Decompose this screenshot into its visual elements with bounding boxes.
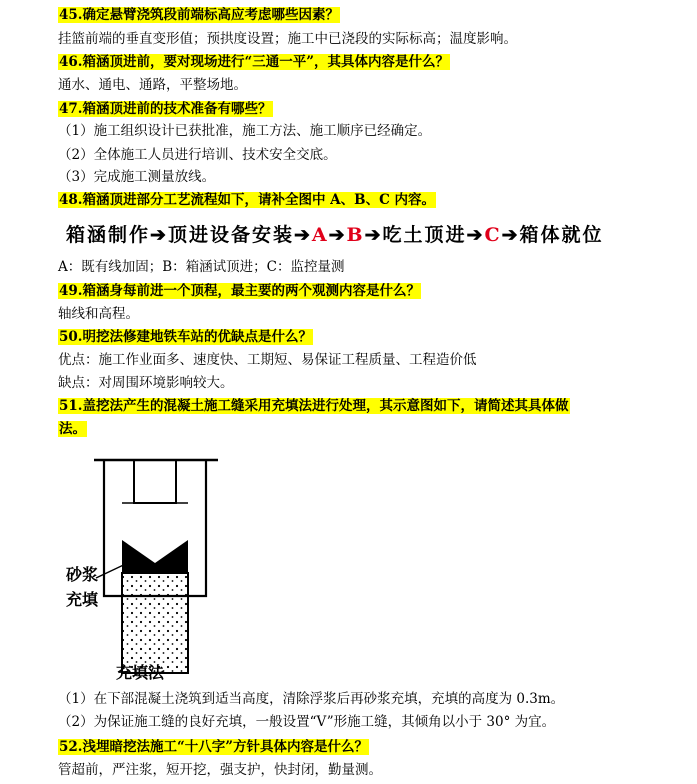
fill-method-diagram (58, 448, 248, 688)
answer-line (58, 30, 517, 48)
arrow-icon: ➔ (328, 224, 347, 246)
question-text: 49.箱涵身每前进一个顶程，最主要的两个观测内容是什么？ (59, 283, 420, 299)
answer-text: 挂篮前端的垂直变形值；预拱度设置；施工中已浇段的实际标高；温度影响。 (58, 31, 517, 47)
arrow-icon: ➔ (293, 224, 312, 246)
question-text: 47.箱涵顶进前的技术准备有哪些？ (59, 101, 272, 117)
answer-text: （2）全体施工人员进行培训、技术安全交底。 (58, 147, 337, 163)
answer-text: 通水、通电、通路，平整场地。 (58, 77, 247, 93)
diagram-caption: 充填法 (116, 663, 165, 682)
flow-step-1: 箱涵制作 (66, 224, 151, 246)
question-line (58, 397, 570, 415)
process-flow (66, 222, 604, 248)
question-line (58, 282, 421, 300)
answer-line (58, 690, 564, 708)
flow-step-4: 箱体就位 (519, 224, 604, 246)
flow-step-c: C (484, 224, 502, 246)
arrow-icon: ➔ (466, 224, 485, 246)
answer-text: （2）为保证施工缝的良好充填，一般设置“V”形施工缝，其倾角以小于 30° 为宜。 (58, 714, 556, 730)
answer-text: 优点：施工作业面多、速度快、工期短、易保证工程质量、工程造价低 (58, 352, 477, 368)
answer-text: （1）施工组织设计已获批准，施工方法、施工顺序已经确定。 (58, 123, 432, 139)
arrow-icon: ➔ (501, 224, 520, 246)
question-line (58, 738, 369, 756)
question-line (58, 100, 273, 118)
answer-line (58, 305, 139, 323)
answer-line (58, 351, 477, 369)
flow-step-2: 顶进设备安装 (167, 224, 294, 246)
answer-line (58, 122, 431, 140)
question-line (58, 191, 436, 209)
question-text: 48.箱涵顶进部分工艺流程如下，请补全图中 A、B、C 内容。 (59, 192, 436, 208)
question-line (58, 328, 313, 346)
answer-line (58, 374, 234, 392)
question-text: 46.箱涵顶进前，要对现场进行“三通一平”，其具体内容是什么？ (59, 54, 450, 70)
answer-line (58, 168, 215, 186)
answer-line (58, 713, 555, 731)
answer-line (58, 761, 382, 779)
arrow-icon: ➔ (150, 224, 168, 246)
answer-text: 轴线和高程。 (58, 306, 139, 322)
fill-label-line1: 砂浆 (66, 565, 99, 584)
flow-step-a: A (311, 224, 329, 246)
fill-label-line2: 充填 (66, 590, 99, 609)
arrow-icon: ➔ (364, 224, 383, 246)
answer-text: （1）在下部混凝土浇筑到适当高度，清除浮浆后再砂浆充填，充填的高度为 0.3m。 (58, 691, 565, 707)
answer-text: A：既有线加固；B：箱涵试顶进；C：监控量测 (58, 259, 345, 275)
grout-fill (122, 540, 188, 573)
flow-step-b: B (346, 224, 365, 246)
lower-concrete (122, 573, 188, 673)
question-line (58, 6, 340, 24)
question-text: 52.浅埋暗挖法施工“十八字”方针具体内容是什么？ (59, 739, 369, 755)
question-text: 法。 (59, 421, 86, 437)
answer-line (58, 258, 345, 276)
answer-text: 管超前，严注浆，短开挖，强支护，快封闭，勤量测。 (58, 762, 382, 778)
question-line (58, 53, 450, 71)
answer-text: 缺点：对周围环境影响较大。 (58, 375, 234, 391)
upper-column (134, 460, 176, 503)
answer-line (58, 146, 337, 164)
question-text: 50.明挖法修建地铁车站的优缺点是什么？ (59, 329, 312, 345)
answer-line (58, 76, 247, 94)
answer-text: （3）完成施工测量放线。 (58, 169, 216, 185)
question-text: 45.确定悬臂浇筑段前端标高应考虑哪些因素？ (59, 7, 339, 23)
question-line (58, 420, 87, 438)
question-text: 51.盖挖法产生的混凝土施工缝采用充填法进行处理，其示意图如下，请简述其具体做 (59, 398, 569, 414)
flow-step-3: 吃土顶进 (382, 224, 467, 246)
